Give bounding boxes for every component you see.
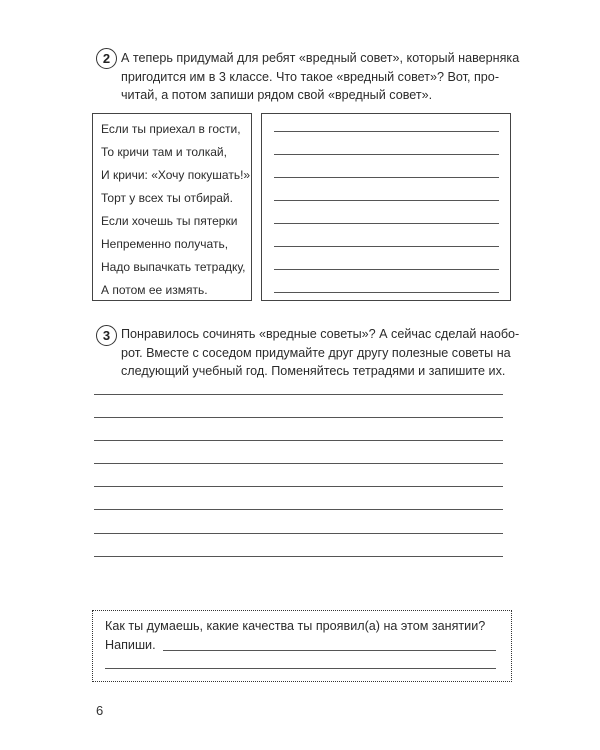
task-3-line: следующий учебный год. Поменяйтесь тетрадями и запишите их. bbox=[121, 364, 506, 378]
harmful-advice-answer-box[interactable] bbox=[261, 113, 511, 301]
writing-line[interactable] bbox=[94, 394, 503, 395]
answer-line[interactable] bbox=[274, 200, 499, 201]
writing-line[interactable] bbox=[94, 556, 503, 557]
answer-line[interactable] bbox=[274, 223, 499, 224]
poem-line: Непременно получать, bbox=[101, 237, 229, 251]
reflection-question: Как ты думаешь, какие качества ты проявил(а) на этом занятии? bbox=[105, 619, 486, 633]
page-number: 6 bbox=[96, 703, 104, 718]
writing-line[interactable] bbox=[94, 533, 503, 534]
writing-line[interactable] bbox=[94, 417, 503, 418]
answer-line[interactable] bbox=[274, 131, 499, 132]
writing-line[interactable] bbox=[94, 486, 503, 487]
reflection-prompt: Напиши. bbox=[105, 638, 156, 652]
poem-line: Торт у всех ты отбирай. bbox=[101, 191, 233, 205]
poem-line: Надо выпачкать тетрадку, bbox=[101, 260, 246, 274]
poem-line: А потом ее измять. bbox=[101, 283, 208, 297]
writing-line[interactable] bbox=[94, 509, 503, 510]
answer-line[interactable] bbox=[274, 246, 499, 247]
poem-line: Если хочешь ты пятерки bbox=[101, 214, 238, 228]
task-2-instructions bbox=[121, 49, 519, 105]
poem-box bbox=[92, 113, 252, 301]
poem-line: Если ты приехал в гости, bbox=[101, 122, 241, 136]
answer-line[interactable] bbox=[274, 292, 499, 293]
task-3-number: 3 bbox=[96, 325, 117, 346]
poem-line: То кричи там и толкай, bbox=[101, 145, 227, 159]
reflection-answer-line[interactable] bbox=[163, 650, 496, 651]
task-2-line: пригодится им в 3 классе. Что такое «вредный совет»? Вот, про- bbox=[121, 69, 500, 84]
task-3-line: рот. Вместе с соседом придумайте друг другу полезные советы на bbox=[121, 345, 511, 360]
task-2-line: читай, а потом запиши рядом свой «вредный совет». bbox=[121, 88, 433, 102]
reflection-answer-line[interactable] bbox=[105, 668, 496, 669]
task-3-line: Понравилось сочинять «вредные советы»? А сейчас сделай наобо- bbox=[121, 327, 520, 341]
reflection-box bbox=[92, 610, 512, 682]
poem-line: И кричи: «Хочу покушать!» bbox=[101, 168, 251, 182]
answer-line[interactable] bbox=[274, 154, 499, 155]
answer-line[interactable] bbox=[274, 177, 499, 178]
writing-line[interactable] bbox=[94, 440, 503, 441]
task-3-instructions bbox=[121, 325, 519, 381]
writing-line[interactable] bbox=[94, 463, 503, 464]
task-2-number: 2 bbox=[96, 48, 117, 69]
task-2-line: А теперь придумай для ребят «вредный совет», который наверняка bbox=[121, 51, 520, 65]
answer-line[interactable] bbox=[274, 269, 499, 270]
